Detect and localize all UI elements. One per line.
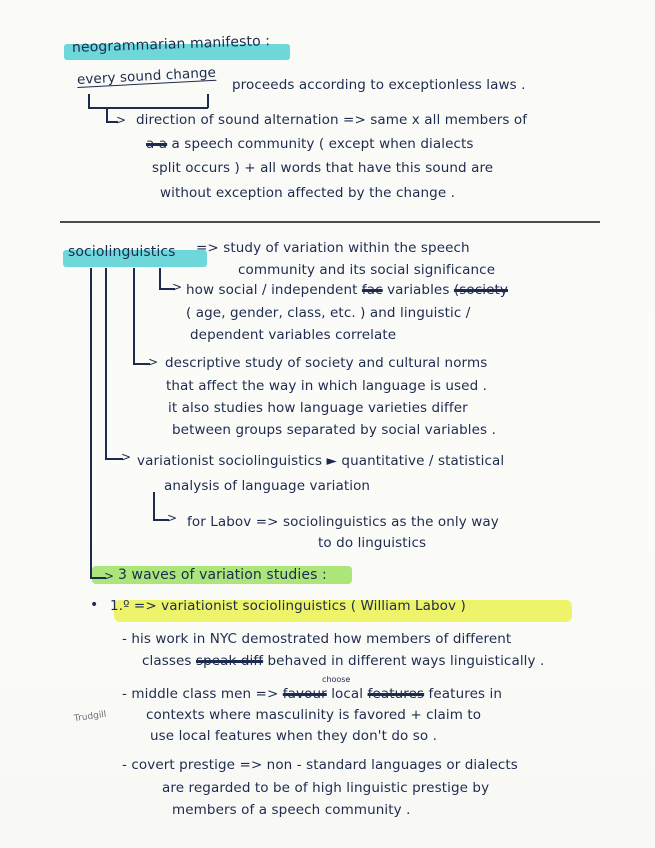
note-text: classes: [142, 653, 192, 669]
insertion-note: choose: [322, 675, 351, 684]
note-line: [77, 65, 217, 88]
note-line: => study of variation within the speech: [196, 240, 470, 256]
outline-bracket: [105, 268, 107, 458]
list-item: members of a speech community .: [172, 802, 411, 818]
crossed-out-text: a a: [146, 136, 168, 152]
bracket-line: [88, 94, 90, 108]
note-line: community and its social significance: [238, 262, 496, 278]
arrow-right-icon: >: [116, 113, 127, 127]
list-item: use local features when they don't do so .: [150, 728, 438, 744]
note-line: for Labov => sociolinguistics as the only way: [187, 514, 499, 530]
crossed-out-text: (society: [453, 282, 509, 298]
crossed-out-text: speak diff: [195, 653, 264, 669]
note-text: - middle class men =>: [122, 686, 279, 702]
bracket-line: [207, 94, 209, 108]
list-item: - his work in NYC demostrated how members of different: [122, 631, 512, 647]
note-line: [146, 136, 474, 152]
list-item: [122, 686, 502, 702]
arrow-right-icon: >: [172, 280, 183, 294]
note-line: ( age, gender, class, etc. ) and linguistic /: [186, 305, 471, 321]
list-item: [142, 653, 544, 669]
note-text: variables: [387, 282, 450, 298]
arrow-right-icon: >: [121, 450, 132, 464]
wave-1-heading: 1.º => variationist sociolinguistics ( William Labov ): [110, 598, 466, 614]
note-line: between groups separated by social variables .: [172, 422, 496, 438]
list-item: - covert prestige => non - standard languages or dialects: [122, 757, 518, 773]
outline-bracket: [90, 268, 92, 578]
section-title-sociolinguistics: sociolinguistics: [68, 244, 176, 260]
list-item: contexts where masculinity is favored + claim to: [146, 707, 482, 723]
bullet-dot: •: [90, 597, 99, 613]
note-line: dependent variables correlate: [190, 327, 397, 343]
note-text: how social / independent: [186, 282, 358, 298]
note-line: analysis of language variation: [164, 478, 371, 494]
section-title-waves: 3 waves of variation studies :: [118, 567, 327, 583]
note-line: without exception affected by the change .: [160, 185, 456, 201]
note-line: to do linguistics: [318, 535, 427, 551]
arrow-right-icon: >: [167, 511, 178, 525]
outline-bracket: [133, 268, 135, 363]
underlined-phrase: every sound change: [76, 64, 217, 88]
crossed-out-text: features: [367, 686, 425, 702]
note-text: a speech community ( except when dialects: [171, 136, 474, 152]
outline-bracket: [159, 268, 161, 288]
margin-note: Trudgill: [73, 709, 108, 725]
arrow-right-icon: >: [148, 355, 159, 369]
note-line: that affect the way in which language is used .: [166, 378, 488, 394]
note-line: variationist sociolinguistics ► quantitative / statistical: [137, 453, 505, 469]
section-title-neogrammarian: neogrammarian manifesto :: [71, 33, 271, 56]
note-text: features in: [428, 686, 503, 702]
section-divider: [60, 221, 600, 223]
note-line: descriptive study of society and cultural norms: [165, 355, 488, 371]
note-line: it also studies how language varieties differ: [168, 400, 468, 416]
arrow-line: [106, 108, 108, 122]
note-line: direction of sound alternation => same x all members of: [136, 112, 528, 128]
note-text: behaved in different ways linguistically .: [267, 653, 545, 669]
note-line: proceeds according to exceptionless laws .: [232, 77, 526, 93]
arrow-line: [153, 492, 155, 520]
crossed-out-text: fac: [361, 282, 383, 298]
crossed-out-text: favour: [282, 686, 327, 702]
note-text: local: [331, 686, 364, 702]
note-line: split occurs ) + all words that have this sound are: [152, 160, 494, 176]
arrow-right-icon: >: [104, 569, 115, 583]
list-item: are regarded to be of high linguistic prestige by: [162, 780, 490, 796]
note-line: [186, 282, 508, 298]
